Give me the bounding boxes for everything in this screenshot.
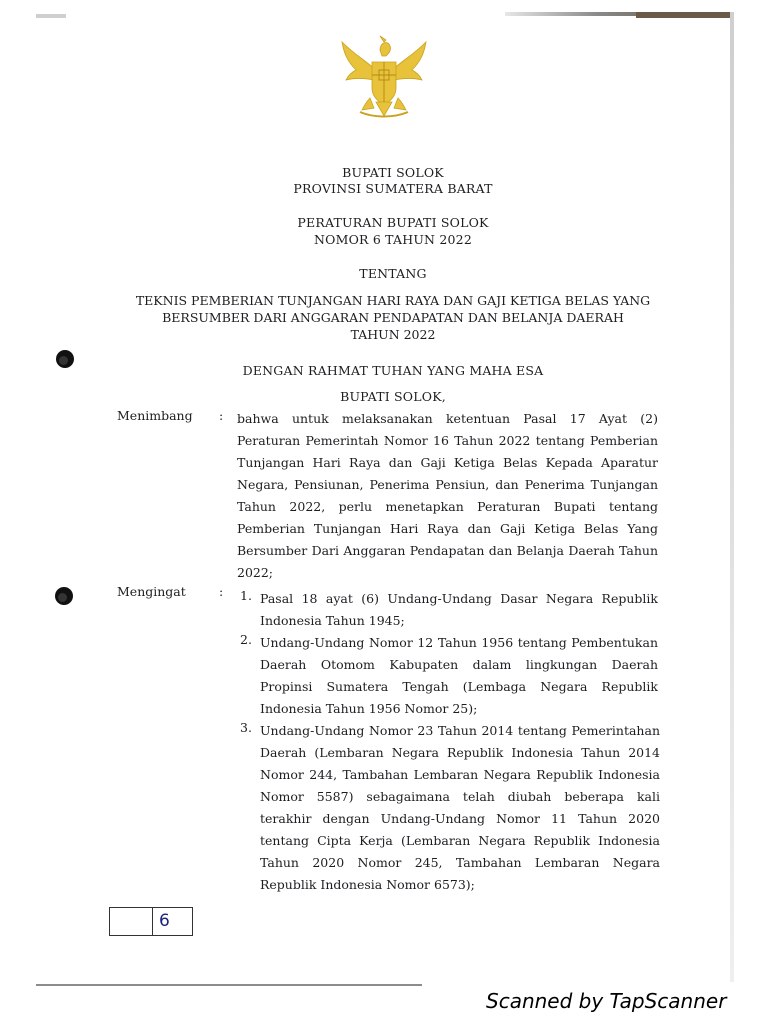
page-number-box [109,907,193,936]
list-item: Undang-Undang Nomor 23 Tahun 2014 tentang Pemerintahan Daerah (Lembaran Negara Republik Indonesia Tahun 2014 Nomor 244, Tambahan Lembaran Negara Republik Indonesia Nomor 5587) sebagaimana telah diubah beberapa kali terakhir dengan Undang-Undang Nomor 11 Tahun 2020 tentang Cipta Kerja (Lembaran Negara Republik Indonesia Tahun 2020 Nomor 245, Tambahan Lembaran Negara Republik Indonesia Nomor 6573); [260,723,660,892]
tentang-heading: TENTANG [359,266,427,281]
subject-line: TAHUN 2022 [350,327,436,342]
scan-edge-shadow [636,12,734,18]
box-divider [152,908,153,935]
rahmat-heading: DENGAN RAHMAT TUHAN YANG MAHA ESA [242,363,544,378]
menimbang-label: Menimbang [117,408,193,423]
menimbang-text: bahwa untuk melaksanakan ketentuan Pasal 17 Ayat (2) Peraturan Pemerintah Nomor 16 Tahun 2022 tentang Pemberian Tunjangan Hari Raya dan Gaji Ketiga Belas Kepada Aparatur Negara, Pensiunan, Penerima Pensiun, dan Penerima Tunjangan Tahun 2022, perlu menetapkan Peraturan Bupati tentang Pemberian Tunjangan Hari Raya dan Gaji Ketiga Belas Yang Bersumber Dari Anggaran Pendapatan dan Belanja Daerah Tahun 2022; [237,411,658,580]
list-item: Pasal 18 ayat (6) Undang-Undang Dasar Negara Republik Indonesia Tahun 1945; [260,591,658,628]
garuda-emblem-icon [334,32,434,122]
punch-hole [56,350,74,368]
list-item: Undang-Undang Nomor 12 Tahun 1956 tentang Pembentukan Daerah Otomom Kabupaten dalam lingkungan Daerah Propinsi Sumatera Tengah (Lembaga Negara Republik Indonesia Tahun 1956 Nomor 25); [260,635,658,716]
list-number: 2. [240,632,252,647]
bupati-heading: BUPATI SOLOK, [340,389,446,404]
list-number: 1. [240,588,252,603]
subject-line: TEKNIS PEMBERIAN TUNJANGAN HARI RAYA DAN GAJI KETIGA BELAS YANG [135,293,651,308]
menimbang-colon: : [219,408,224,423]
list-number: 3. [240,720,252,735]
punch-hole [55,587,73,605]
mengingat-label: Mengingat [117,584,186,599]
subject-line: BERSUMBER DARI ANGGARAN PENDAPATAN DAN BELANJA DAERAH [162,310,624,325]
regulation-subject [110,292,676,343]
handwritten-page-mark: 6 [159,911,170,931]
scan-edge-shadow [36,14,66,18]
mengingat-colon: : [219,584,224,599]
province-title: PROVINSI SUMATERA BARAT [293,181,493,196]
scan-edge-shadow [730,12,734,982]
scanner-watermark: Scanned by TapScanner [486,989,727,1013]
issuer-title: BUPATI SOLOK [342,165,444,180]
regulation-number: NOMOR 6 TAHUN 2022 [314,232,472,247]
scan-bottom-line [36,984,422,986]
regulation-title: PERATURAN BUPATI SOLOK [297,215,489,230]
